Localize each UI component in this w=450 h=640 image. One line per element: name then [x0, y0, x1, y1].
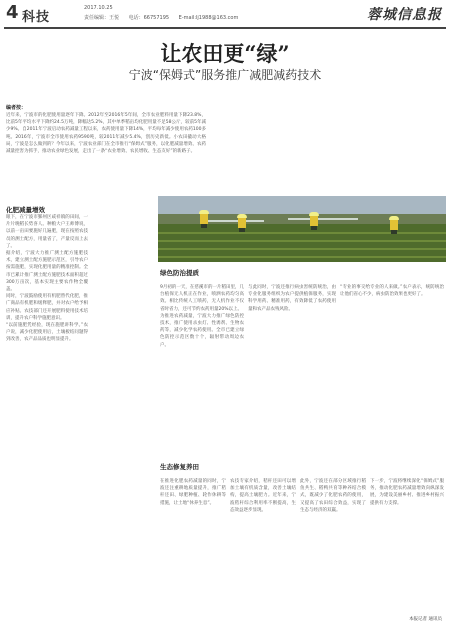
editor-note-label: 编者按： — [6, 105, 27, 111]
editor-note: 近年来，宁波市的化肥使用量逐年下降。2012年至2016年5年间，全市农业肥料用量下降23.8%，比前5年平均水平下降约24.5万吨，降幅达5.2%，其中单季稻亩均化肥用量不足58公斤，较前5年减少9%。自2011年宁波启动农药减量工程以来，农药使用量下降14%，平均每年减少使用农药100多吨。2016年，宁波市全市使用农药9590吨，较2011年减少5.4%，创历史新低。小农田撬动大格局，宁波是怎么做到的？今年以来，宁波农业部门在全市推行“保姆式”服务，以化肥减量增效、农药减量控害为抓手，推动农业绿色发展，走出了一条“农业增效、农民增收、生态友好”的新路子。 — [6, 113, 206, 155]
section-body — [160, 478, 226, 628]
pesticide-spray — [288, 218, 358, 220]
farm-worker — [198, 210, 210, 228]
farm-worker — [388, 216, 400, 234]
section-body — [370, 478, 444, 628]
headline: 让农田更“绿” — [160, 41, 290, 66]
pesticide-spray — [204, 220, 264, 222]
email-label: E-mail:lj1988@163.com — [178, 15, 239, 21]
farm-worker — [308, 212, 320, 230]
crop-row — [158, 248, 446, 250]
paragraph: 9月初的一天，在慈溪市的一片稻田里，几台植保无人机正在作业，喷洒农药均匀高效。相比传统人工喷药，无人机作业不仅省时省力，还可节约农药用量20%以上。 — [160, 285, 244, 312]
editor-label: 责任编辑：王悦 — [84, 15, 120, 21]
paragraph: 下一步，宁波将继续深化“保姆式”服务，推动化肥农药减量增效向纵深发展，为建设美丽乡村、推进乡村振兴提供有力支撑。 — [370, 479, 444, 506]
section-body — [300, 478, 366, 628]
paragraph: 与此同时，宁波还推行病虫害统防统治，由专业化服务组织为农户提供植保服务，实现科学用药、精准用药，有效降低了农药使用量和农产品农残风险。 — [248, 285, 336, 312]
crop-row — [158, 240, 446, 242]
crop-row — [158, 232, 446, 234]
section-body — [340, 284, 444, 444]
paragraph: 同时，宁波鼓励使用有机肥替代化肥，推广商品有机肥和缓释肥，并对农户给予相应补贴。农技部门还开展肥料使用技术培训，提升农户科学施肥意识。 — [6, 294, 88, 321]
section-heading: 生态修复养田 — [160, 463, 199, 471]
page-number: 4 — [6, 2, 19, 23]
paragraph: 据介绍，宁波大力推广测土配方施肥技术，建立测土配方施肥示范区，引导农户按需施肥，实现化肥用量的精准控制。全市已累计推广测土配方施肥技术面积超过300万亩次，基本实现主要农作物全覆盖。 — [6, 251, 88, 293]
section-body — [248, 284, 336, 434]
section-body — [230, 478, 296, 628]
masthead-logo: 蓉城信息报 — [367, 7, 442, 23]
section-body — [160, 284, 244, 434]
paragraph: 眼下，在宁波市鄞州区咸祥镇的田间，一片片晚稻长势喜人。种粮大户王师傅说，以前一亩田要施好几遍肥，现在按照农技员的测土配方，用量省了，产量反而上去了。 — [6, 215, 88, 249]
paragraph: “专业的事交给专业的人来做。”农户表示，统防统治让他们省心不少，病虫防治效果也更好了。 — [340, 285, 444, 298]
article-photo — [158, 196, 446, 262]
issue-date: 2017.10.25 — [84, 5, 113, 11]
editor-info — [84, 14, 246, 21]
section-heading: 绿色防治提质 — [160, 269, 199, 277]
paragraph: 在推进化肥农药减量的同时，宁波还注重耕地质量提升，推广秸秆还田、绿肥种植、轮作休耕等措施，让土地“休养生息”。 — [160, 479, 226, 506]
paragraph: “以前施肥凭经验，现在施肥讲科学。”农户说，减少化肥使用后，土壤板结问题得到改善，农产品品质也明显提升。 — [6, 323, 88, 343]
paragraph: 农技专家介绍，秸秆还田可以增加土壤有机质含量，改善土壤结构，提高土壤肥力。近年来，宁波秸秆综合利用率不断提高，生态效益逐步显现。 — [230, 479, 296, 513]
section-body — [6, 214, 88, 634]
byline: 本报记者 通讯员 — [409, 617, 442, 622]
phone-label: 电话：66757195 — [128, 15, 170, 21]
farm-worker — [236, 214, 248, 232]
section-name: 科技 — [22, 10, 51, 25]
header-rule — [4, 27, 446, 29]
section-heading: 化肥减量增效 — [6, 206, 45, 214]
crop-row — [158, 256, 446, 258]
paragraph: 为推进农药减量，宁波大力推广绿色防控技术，推广使用杀虫灯、性诱剂、生物农药等，减少化学农药使用。全市已建立绿色防控示范区数十个，辐射带动周边农户。 — [160, 313, 244, 348]
page-header — [0, 0, 450, 30]
subheadline: 宁波“保姆式”服务推广减肥减药技术 — [128, 68, 322, 82]
paragraph: 此外，宁波还在部分区域推行稻鱼共生、稻鸭共育等种养结合模式，既减少了化肥农药的使用，又提高了农田综合效益，实现了生态与经济的双赢。 — [300, 479, 366, 513]
